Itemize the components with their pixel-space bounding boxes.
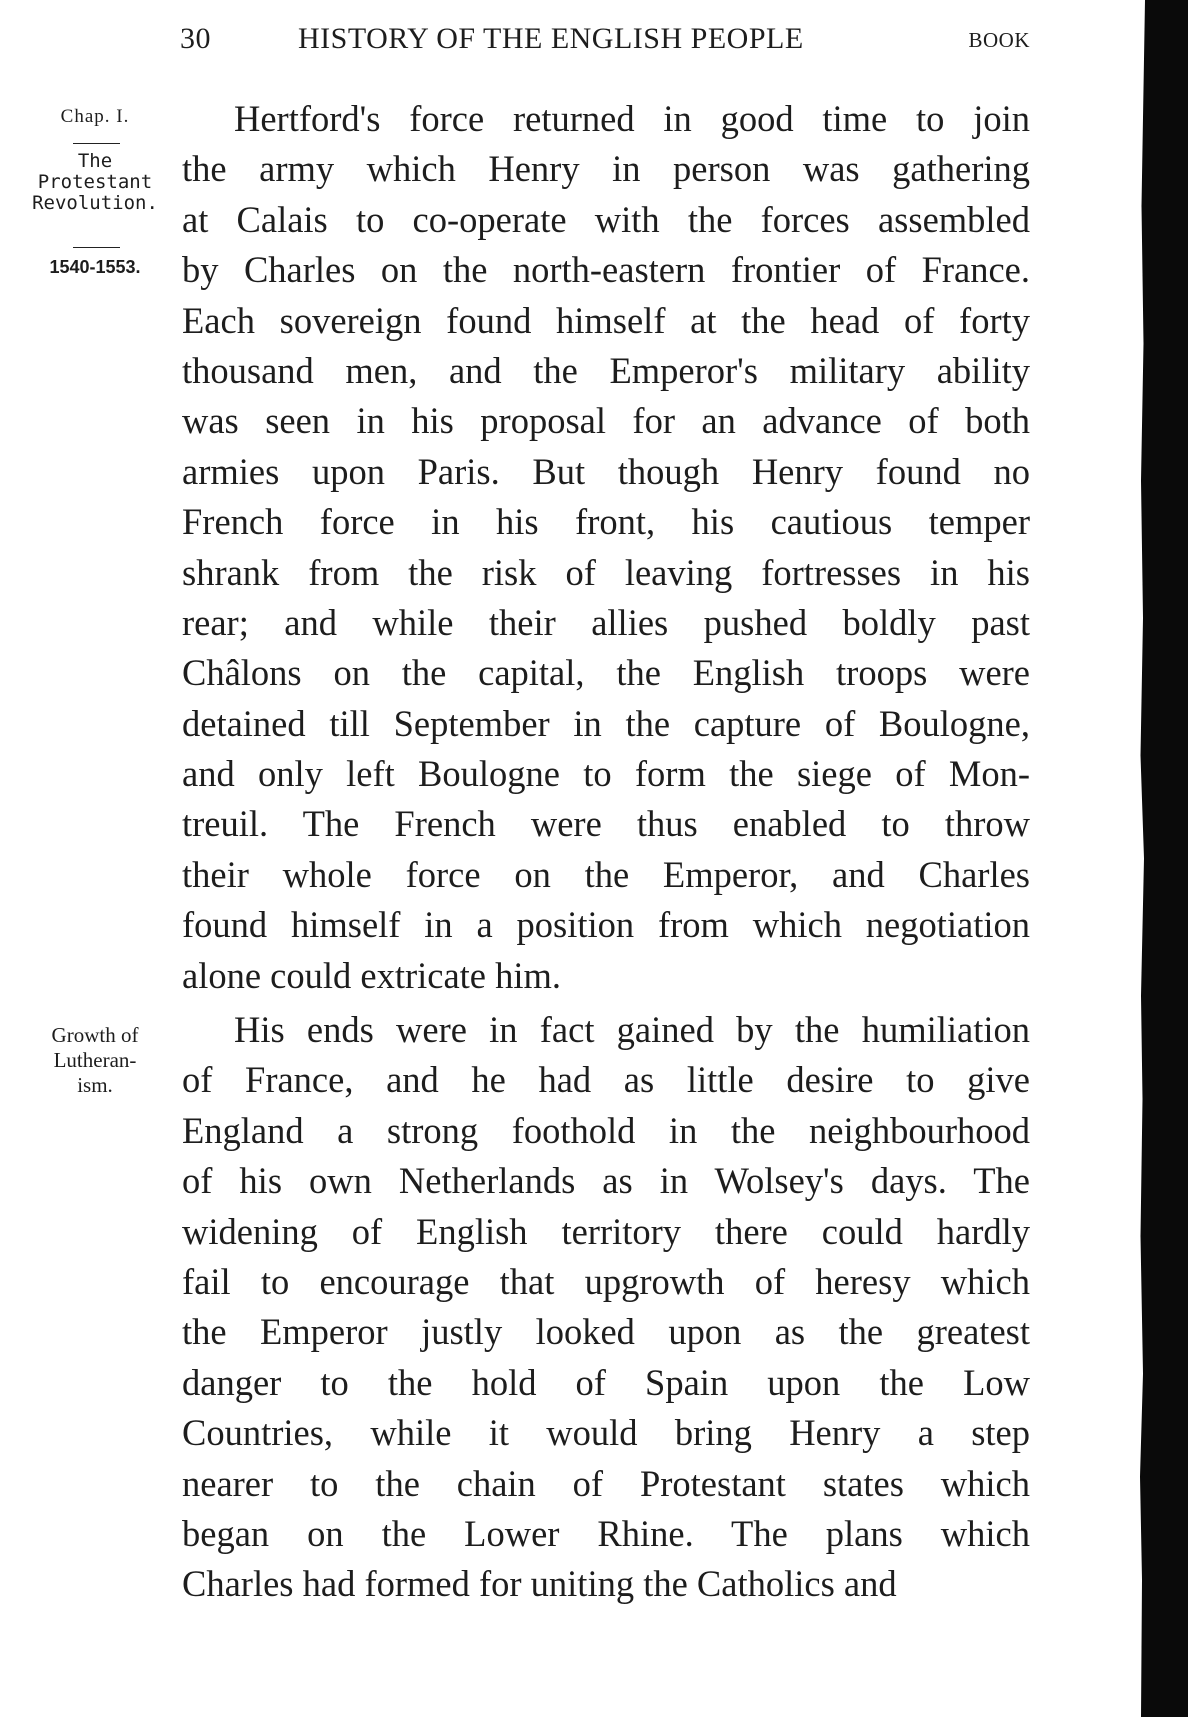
running-title: HISTORY OF THE ENGLISH PEOPLE xyxy=(298,22,804,55)
text-line: the Emperor justly looked upon as the greatest xyxy=(182,1311,1030,1353)
text-line: shrank from the risk of leaving fortresses in his xyxy=(182,551,1030,593)
running-header xyxy=(180,22,1030,62)
scan-edge-shadow xyxy=(1138,0,1188,1717)
text-line: began on the Lower Rhine. The plans which xyxy=(182,1512,1030,1554)
margin-rule xyxy=(73,247,120,248)
margin-chapter: Chap. I. xyxy=(60,106,130,127)
text-line: found himself in a position from which negotiation xyxy=(182,904,1030,946)
margin-section-line: Protestant xyxy=(37,171,153,193)
margin-rule xyxy=(73,143,120,144)
paragraph xyxy=(182,1005,1030,1610)
text-line: of France, and he had as little desire to give xyxy=(182,1059,1030,1101)
text-line: Charles had formed for uniting the Catholics and xyxy=(182,1563,897,1605)
margin-growth-line: Lutheran- xyxy=(53,1048,137,1072)
margin-section xyxy=(20,151,170,214)
text-line: Châlons on the capital, the English troops were xyxy=(182,652,1030,694)
text-line: detained till September in the capture of Boulogne, xyxy=(182,702,1030,744)
book-label: BOOK xyxy=(968,28,1030,52)
paragraph xyxy=(182,94,1030,1001)
text-line: at Calais to co-operate with the forces assembled xyxy=(182,198,1030,240)
text-line: danger to the hold of Spain upon the Low xyxy=(182,1361,1030,1403)
margin-dates: 1540-1553. xyxy=(49,257,141,277)
text-line: was seen in his proposal for an advance of both xyxy=(182,400,1030,442)
text-line: their whole force on the Emperor, and Charles xyxy=(182,853,1030,895)
text-line: and only left Boulogne to form the siege of Mon- xyxy=(182,753,1030,795)
text-line: fail to encourage that upgrowth of heresy which xyxy=(182,1260,1030,1302)
text-line: widening of English territory there could hardly xyxy=(182,1210,1030,1252)
body-text xyxy=(182,94,1030,1610)
margin-growth-line: ism. xyxy=(77,1073,113,1097)
margin-section-line: Revolution. xyxy=(32,192,158,214)
text-line: by Charles on the north-eastern frontier of France. xyxy=(182,249,1030,291)
text-line: His ends were in fact gained by the humiliation xyxy=(234,1009,1030,1051)
text-line: treuil. The French were thus enabled to throw xyxy=(182,803,1030,845)
text-line: rear; and while their allies pushed boldly past xyxy=(182,601,1030,643)
margin-growth-note xyxy=(20,1023,170,1098)
text-line: Each sovereign found himself at the head of forty xyxy=(182,299,1030,341)
margin-growth-line: Growth of xyxy=(51,1023,139,1047)
text-line: thousand men, and the Emperor's military ability xyxy=(182,349,1030,391)
page-number: 30 xyxy=(180,22,211,55)
text-line: Countries, while it would bring Henry a step xyxy=(182,1412,1030,1454)
text-line: England a strong foothold in the neighbourhood xyxy=(182,1109,1030,1151)
margin-section-line: The xyxy=(77,150,113,172)
text-line: Hertford's force returned in good time to join xyxy=(234,98,1030,139)
text-line: of his own Netherlands as in Wolsey's days. The xyxy=(182,1160,1030,1202)
text-line: the army which Henry in person was gathering xyxy=(182,148,1030,190)
text-line: armies upon Paris. But though Henry found no xyxy=(182,450,1030,492)
text-line: alone could extricate him. xyxy=(182,954,562,996)
text-line: nearer to the chain of Protestant states which xyxy=(182,1462,1030,1504)
text-line: French force in his front, his cautious temper xyxy=(182,501,1030,543)
